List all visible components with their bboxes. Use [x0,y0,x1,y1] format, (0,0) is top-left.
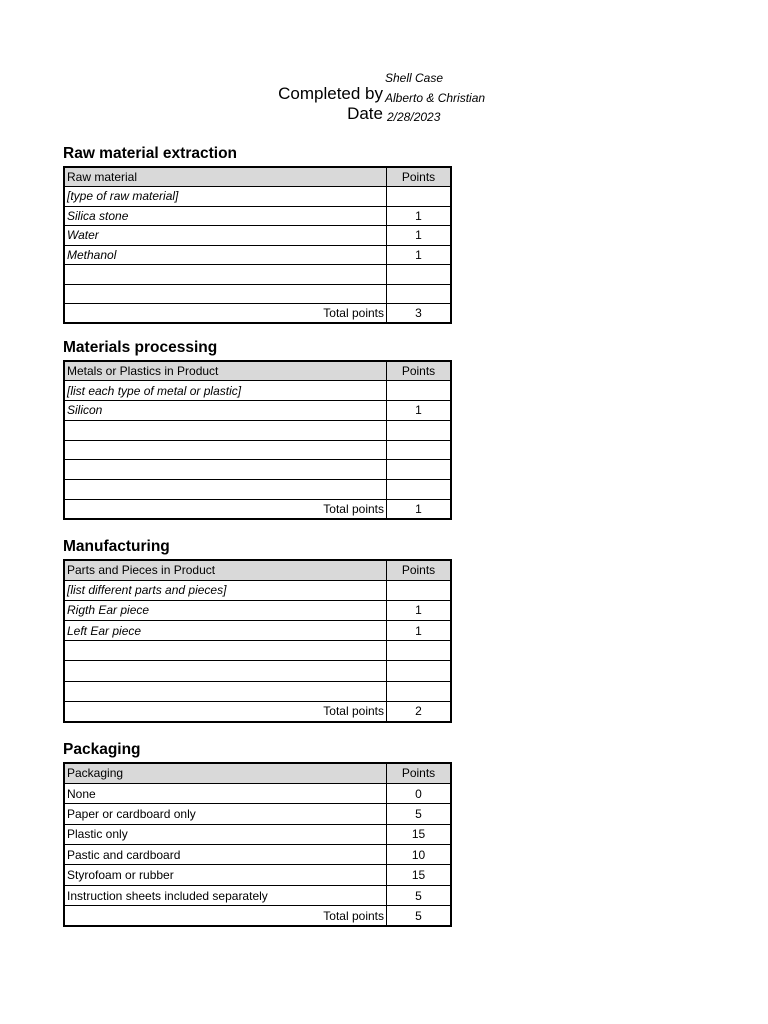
table-row [64,206,451,226]
table-row [64,187,451,207]
table-row [64,245,451,265]
date-value: 2/28/2023 [387,110,441,124]
total-row [64,304,451,324]
table-row [64,480,451,500]
row-name-cell[interactable]: Left Ear piece [64,621,387,641]
table-row [64,783,451,803]
row-name-cell[interactable] [64,265,387,285]
row-name-cell[interactable] [64,480,387,500]
row-name-cell[interactable] [64,641,387,661]
total-value: 3 [387,304,452,324]
row-name-cell[interactable]: [type of raw material] [64,187,387,207]
row-points-cell[interactable] [387,440,452,460]
row-name-cell[interactable] [64,460,387,480]
document-header [0,0,768,140]
row-points-cell[interactable]: 1 [387,600,452,620]
total-value: 2 [387,701,452,721]
packaging-table [63,762,452,927]
product-name: Shell Case [385,71,444,85]
row-name-cell[interactable]: Paper or cardboard only [64,804,387,824]
table-row [64,621,451,641]
table-header-row [64,560,451,580]
section-raw-material [63,144,449,324]
row-points-cell[interactable]: 5 [387,885,452,905]
table-row [64,265,451,285]
row-points-cell[interactable]: 0 [387,783,452,803]
row-name-cell[interactable]: Pastic and cardboard [64,845,387,865]
completed-by-label: Completed by [278,84,383,103]
row-points-cell[interactable] [387,460,452,480]
row-name-cell[interactable]: Styrofoam or rubber [64,865,387,885]
row-name-cell[interactable]: Rigth Ear piece [64,600,387,620]
table-row [64,460,451,480]
section-title: Materials processing [63,339,218,356]
row-name-cell[interactable]: Water [64,226,387,246]
row-points-cell[interactable] [387,187,452,207]
row-name-cell[interactable]: Methanol [64,245,387,265]
table-row [64,804,451,824]
table-header-row [64,361,451,381]
table-row [64,641,451,661]
row-points-cell[interactable] [387,681,452,701]
section-title: Packaging [63,741,141,758]
row-points-cell[interactable] [387,641,452,661]
row-name-cell[interactable]: Silica stone [64,206,387,226]
total-value: 5 [387,906,452,926]
row-points-cell[interactable]: 5 [387,804,452,824]
row-points-cell[interactable]: 15 [387,865,452,885]
row-name-cell[interactable]: [list each type of metal or plastic] [64,381,387,401]
row-points-cell[interactable] [387,265,452,285]
total-row [64,906,451,926]
row-points-cell[interactable]: 1 [387,621,452,641]
row-name-cell[interactable] [64,681,387,701]
table-row [64,580,451,600]
row-points-cell[interactable]: 15 [387,824,452,844]
row-name-cell[interactable]: Silicon [64,401,387,421]
total-value: 1 [387,500,452,520]
total-label: Total points [64,701,387,721]
completed-by-value: Alberto & Christian [385,91,486,105]
total-row [64,500,451,520]
date-label: Date [347,104,383,123]
table-row [64,284,451,304]
table-row [64,661,451,681]
row-points-cell[interactable] [387,284,452,304]
row-points-cell[interactable]: 1 [387,206,452,226]
row-name-cell[interactable] [64,284,387,304]
table-row [64,401,451,421]
materials-processing-table [63,360,452,520]
row-name-cell[interactable]: Instruction sheets included separately [64,885,387,905]
row-points-cell[interactable]: 1 [387,401,452,421]
row-name-cell[interactable] [64,420,387,440]
row-points-cell[interactable] [387,420,452,440]
manufacturing-table [63,559,452,723]
row-points-cell[interactable] [387,480,452,500]
table-row [64,885,451,905]
table-row [64,600,451,620]
column-header-name: Packaging [64,763,387,783]
table-row [64,381,451,401]
table-row [64,681,451,701]
table-row [64,845,451,865]
row-points-cell[interactable]: 1 [387,245,452,265]
section-title: Manufacturing [63,538,170,555]
row-points-cell[interactable] [387,580,452,600]
total-label: Total points [64,906,387,926]
column-header-points: Points [387,167,452,187]
row-points-cell[interactable]: 10 [387,845,452,865]
row-name-cell[interactable]: [list different parts and pieces] [64,580,387,600]
section-manufacturing [63,537,449,723]
row-points-cell[interactable] [387,661,452,681]
column-header-name: Parts and Pieces in Product [64,560,387,580]
column-header-points: Points [387,560,452,580]
column-header-points: Points [387,763,452,783]
column-header-points: Points [387,361,452,381]
total-row [64,701,451,721]
table-header-row [64,167,451,187]
section-materials-processing [63,338,449,520]
section-packaging [63,740,449,927]
table-row [64,226,451,246]
column-header-name: Metals or Plastics in Product [64,361,387,381]
row-name-cell[interactable] [64,661,387,681]
row-name-cell[interactable]: None [64,783,387,803]
section-title: Raw material extraction [63,145,238,162]
row-name-cell[interactable] [64,440,387,460]
table-row [64,824,451,844]
row-points-cell[interactable]: 1 [387,226,452,246]
total-label: Total points [64,500,387,520]
row-points-cell[interactable] [387,381,452,401]
table-row [64,420,451,440]
row-name-cell[interactable]: Plastic only [64,824,387,844]
total-label: Total points [64,304,387,324]
table-row [64,440,451,460]
table-header-row [64,763,451,783]
raw-material-table [63,166,452,324]
column-header-name: Raw material [64,167,387,187]
table-row [64,865,451,885]
